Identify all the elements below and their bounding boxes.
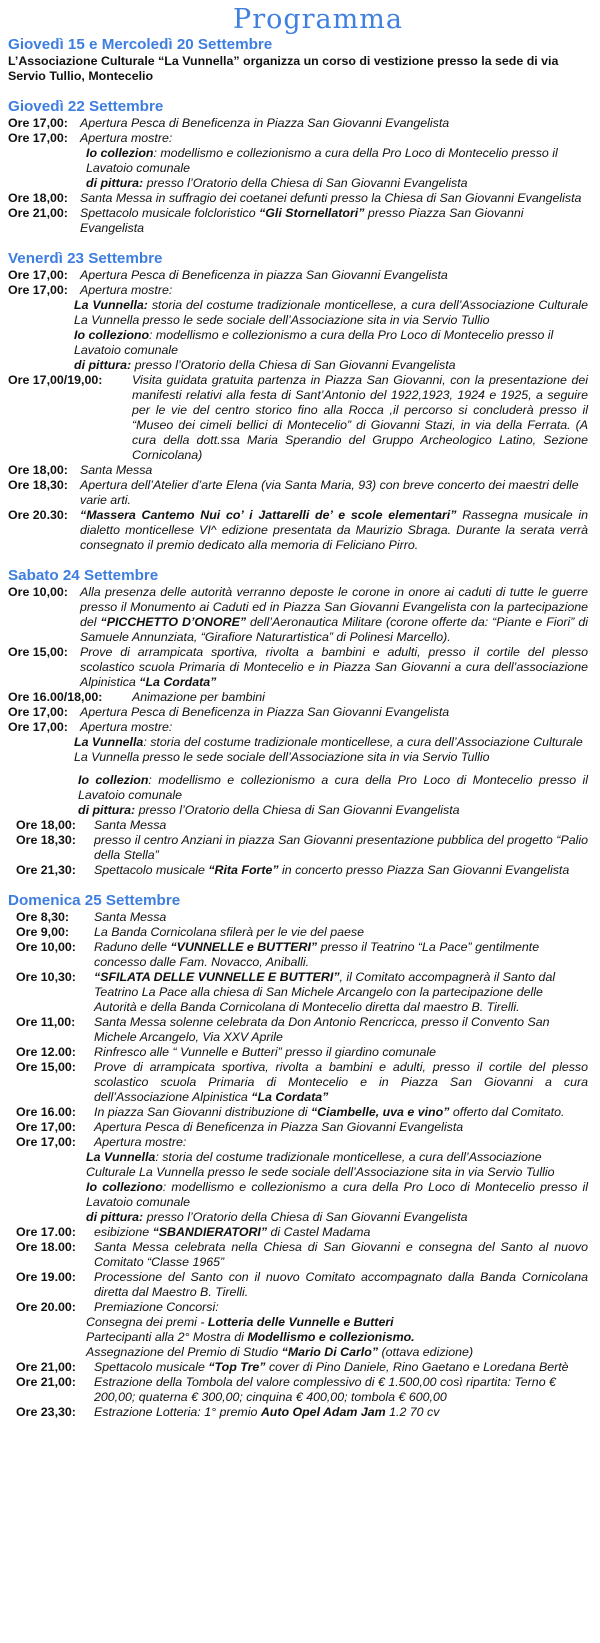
event-desc: dell’Aeronautica Militare (corone offerte da: “Piante e Fiori” di Samuele Annunziata, “Girafiore Naturartistica” di Polinesi Marcello).: [80, 615, 588, 644]
day-heading: Giovedì 15 e Mercoledì 20 Settembre: [8, 36, 273, 53]
event-time: Ore 11,00:: [16, 1015, 76, 1029]
event-desc: Apertura dell’Atelier d’arte Elena (via Santa Maria, 93) con breve concerto dei maestri delle varie arti.: [80, 478, 579, 507]
award-name: Modellismo e collezionismo.: [247, 1330, 415, 1344]
event-time: Ore 10,00:: [8, 585, 68, 599]
event-highlight: Auto Opel Adam Jam: [260, 1405, 386, 1419]
event-line: [8, 910, 588, 925]
event-line: [8, 1405, 588, 1420]
event-desc: Santa Messa in suffragio dei coetanei defunti presso la Chiesa di San Giovanni Evangelista: [80, 191, 582, 205]
event-line: [8, 1225, 588, 1240]
event-desc: Apertura Pesca di Beneficenza in Piazza San Giovanni Evangelista: [94, 1120, 464, 1134]
event-time: Ore 17,00:: [8, 268, 68, 282]
event-desc: Rassegna musicale in dialetto monticellese VI^ edizione presentata da Maurizio Sbraga. Durante la serata verrà consegnato il premio dedicato alla memoria di Feliciano Pirro.: [80, 508, 589, 552]
event-line: [8, 1360, 588, 1375]
event-time: Ore 17,00:: [8, 116, 68, 130]
event-time: Ore 15,00:: [16, 1060, 76, 1074]
event-line: [8, 1045, 588, 1060]
event-time: Ore 23,30:: [16, 1405, 76, 1419]
event-time: Ore 19.00:: [16, 1270, 76, 1284]
event-desc: Spettacolo musicale folcloristico: [80, 206, 256, 220]
exhibit-name: Io colleziono: [74, 328, 150, 342]
event-desc: Spettacolo musicale: [94, 863, 205, 877]
event-time: Ore 17,00:: [8, 705, 68, 719]
event-highlight: “SBANDIERATORI”: [152, 1225, 268, 1239]
event-time: Ore 17.00:: [16, 1225, 76, 1239]
event-line: [8, 1105, 588, 1120]
event-highlight: “Top Tre”: [208, 1360, 266, 1374]
event-desc: Spettacolo musicale: [94, 1360, 205, 1374]
event-time: Ore 9,00:: [16, 925, 70, 939]
day-heading: Domenica 25 Settembre: [8, 892, 181, 909]
intro-text: L’Associazione Culturale “La Vunnella” organizza un corso di vestizione presso la sede di via Servio Tullio, Montecelio: [8, 54, 559, 83]
event-time: Ore 17,00:: [16, 1135, 76, 1149]
exhibit-name: La Vunnella: [86, 1150, 156, 1164]
award-item: [86, 1315, 588, 1330]
event-desc: Apertura Pesca di Beneficenza in Piazza San Giovanni Evangelista: [80, 705, 450, 719]
event-time: Ore 16.00:: [16, 1105, 76, 1119]
award-desc: Assegnazione del Premio di Studio: [86, 1345, 279, 1359]
event-line: [8, 1300, 588, 1315]
exhibit-desc: storia del costume tradizionale monticellese, a cura dell’Associazione Culturale La Vunnella presso le sede sociale dell’Associazione sita in via Servio Tullio: [74, 298, 588, 327]
event-highlight: “SFILATA DELLE VUNNELLE E BUTTERI”: [94, 970, 340, 984]
event-line: [8, 1015, 588, 1045]
event-desc: Prove di arrampicata sportiva, rivolta a bambini e adulti, presso il cortile del plesso scolastico scuola Primaria di Montecelio e in Piazza San Giovanni a cura dell’associazione Alpinistica: [80, 645, 588, 689]
event-line: [8, 833, 588, 863]
event-line: [8, 1240, 588, 1270]
event-desc: esibizione: [94, 1225, 150, 1239]
event-line: [8, 1120, 588, 1135]
event-desc: in concerto presso Piazza San Giovanni Evangelista: [282, 863, 570, 877]
event-line: [8, 925, 588, 940]
event-highlight: “Rita Forte”: [208, 863, 279, 877]
event-time: Ore 18,00:: [8, 191, 68, 205]
event-desc: Apertura mostre:: [80, 131, 173, 145]
event-time: Ore 10,30:: [16, 970, 76, 984]
exhibit-name: di pittura:: [78, 803, 136, 817]
event-desc: Animazione per bambini: [132, 690, 265, 704]
award-name: Lotteria delle Vunnelle e Butteri: [207, 1315, 394, 1329]
exhibit-name: di pittura:: [74, 358, 132, 372]
day-heading: Sabato 24 Settembre: [8, 567, 159, 584]
exhibit-item: [86, 1210, 588, 1225]
award-desc: Partecipanti alla 2° Mostra di: [86, 1330, 244, 1344]
exhibit-desc: presso l’Oratorio della Chiesa di San Giovanni Evangelista: [138, 803, 460, 817]
exhibit-item: [78, 773, 588, 803]
event-time: Ore 17,00:: [8, 131, 68, 145]
event-desc: La Banda Cornicolana sfilerà per le vie del paese: [94, 925, 365, 939]
event-desc: Apertura mostre:: [80, 283, 173, 297]
exhibit-name: Io collezion: [78, 773, 149, 787]
event-time: Ore 16.00/18,00:: [8, 690, 103, 704]
event-time: Ore 20.30:: [8, 508, 68, 522]
event-line: [8, 1375, 588, 1405]
event-highlight: “Massera Cantemo Nui co’ i Jattarelli de’ e scole elementari”: [80, 508, 457, 522]
event-desc: Santa Messa: [94, 818, 167, 832]
event-line: [8, 645, 588, 690]
award-name: “Mario Di Carlo”: [281, 1345, 379, 1359]
exhibit-item: [74, 328, 588, 358]
event-line: [8, 283, 588, 298]
event-time: Ore 17,00:: [8, 283, 68, 297]
event-highlight: “VUNNELLE e BUTTERI”: [170, 940, 318, 954]
event-desc: Processione del Santo con il nuovo Comitato accompagnato dalla Banda Cornicolana diretta dal Maestro B. Tirelli.: [94, 1270, 588, 1299]
event-highlight: “PICCHETTO D’ONORE”: [100, 615, 247, 629]
event-desc: di Castel Madama: [270, 1225, 371, 1239]
exhibit-item: [74, 298, 588, 328]
event-desc: 1.2 70 cv: [389, 1405, 440, 1419]
event-time: Ore 18,30:: [8, 478, 68, 492]
event-line: [8, 131, 588, 146]
event-desc: offerto dal Comitato.: [452, 1105, 565, 1119]
event-line: [8, 1060, 588, 1105]
event-line: [8, 268, 588, 283]
event-time: Ore 21,00:: [16, 1360, 76, 1374]
exhibit-desc: : modellismo e collezionismo a cura della Pro Loco di Montecelio presso il Lavatoio comunale: [74, 328, 554, 357]
event-time: Ore 20.00:: [16, 1300, 76, 1314]
event-desc: Rinfresco alle “ Vunnelle e Butteri” presso il giardino comunale: [94, 1045, 437, 1059]
event-desc: presso il Teatrino “La Pace” gentilmente concesso dalle Fam. Novacco, Aniballi.: [94, 940, 540, 969]
exhibit-desc: presso l’Oratorio della Chiesa di San Giovanni Evangelista: [146, 1210, 468, 1224]
event-line: [8, 463, 588, 478]
exhibit-item: [74, 358, 588, 373]
event-highlight: “La Cordata”: [251, 1090, 329, 1104]
event-desc: Visita guidata gratuita partenza in Piazza San Giovanni, con la presentazione dei manifesti relativi alla festa di Sant’Antonio del 1922,1923, 1924 e 1925, a seguire per le vie del centro storico fino alla Rocca ,il percorso si concluderà presso il “Museo dei cimeli bellici di Montecelio” di Giovanni Stazi, in via della Ferrata. (A cura della dott.ssa Maria Sperandio del Gruppo Archeologico Latino, Sezione Cornicolana): [132, 373, 588, 462]
event-line: [8, 863, 588, 878]
event-line: [8, 970, 588, 1015]
event-line: [8, 720, 588, 735]
event-line: [8, 206, 588, 236]
exhibit-desc: presso l’Oratorio della Chiesa di San Giovanni Evangelista: [146, 176, 468, 190]
event-time: Ore 18,00:: [16, 818, 76, 832]
event-time: Ore 12.00:: [16, 1045, 76, 1059]
event-time: Ore 21,30:: [16, 863, 76, 877]
exhibit-desc: : storia del costume tradizionale monticellese, a cura dell’Associazione Culturale La Vunnella presso le sede sociale dell’Associazione sita in via Servio Tullio: [86, 1150, 555, 1179]
event-desc: Premiazione Concorsi:: [94, 1300, 219, 1314]
event-desc: Apertura mostre:: [80, 720, 173, 734]
exhibit-desc: presso l’Oratorio della Chiesa di San Giovanni Evangelista: [134, 358, 456, 372]
event-desc: , il Comitato accompagnerà il Santo dal Teatrino La Pace alla chiesa di San Michele Arcangelo con la partecipazione delle Autorità e della Banda Cornicolana di Montecelio diretta dal maestro B. Tirelli.: [94, 970, 556, 1014]
exhibit-desc: : modellismo e collezionismo a cura della Pro Loco di Montecelio presso il Lavatoio comunale: [78, 773, 589, 802]
event-time: Ore 21,00:: [16, 1375, 76, 1389]
event-line: [8, 690, 588, 705]
event-desc: Estrazione della Tombola del valore complessivo di € 1.500,00 così ripartita: Terno € 200,00; quaterna € 300,00; cinquina € 400,00; tombola € 600,00: [94, 1375, 556, 1404]
exhibit-desc: : storia del costume tradizionale monticellese, a cura dell’Associazione Culturale La Vunnella presso le sede sociale dell’Associazione sita in via Servio Tullio: [74, 735, 583, 764]
event-line: [8, 1135, 588, 1150]
event-line: [8, 508, 588, 553]
page-title: Programma: [233, 4, 403, 35]
exhibit-name: La Vunnella: [74, 735, 144, 749]
event-time: Ore 21,00:: [8, 206, 68, 220]
event-time: Ore 17,00:: [8, 720, 68, 734]
exhibit-name: Io collezion: [86, 146, 154, 160]
exhibit-desc: : modellismo e collezionismo a cura della Pro Loco di Montecelio presso il Lavatoio comunale: [86, 146, 558, 175]
exhibit-item: [86, 146, 588, 176]
event-time: Ore 17,00/19,00:: [8, 373, 103, 387]
event-line: [8, 116, 588, 131]
event-desc: Santa Messa: [80, 463, 153, 477]
event-time: Ore 18,00:: [8, 463, 68, 477]
event-desc: Santa Messa solenne celebrata da Don Antonio Rencricca, presso il Convento San Michele Arcangelo, Via XXV Aprile: [94, 1015, 550, 1044]
exhibit-item: [86, 1150, 588, 1180]
event-desc: presso il centro Anziani in piazza San Giovanni presentazione pubblica del progetto “Palio della Stella”: [94, 833, 588, 862]
event-desc: Estrazione Lotteria: 1° premio: [94, 1405, 258, 1419]
exhibit-name: Io colleziono: [86, 1180, 163, 1194]
event-desc: Alla presenza delle autorità verranno deposte le corone in onore ai caduti di tutte le guerre presso il Monumento ai Caduti ed in Piazza San Giovanni Evangelista con la partecipazione del: [80, 585, 588, 629]
exhibit-name: La Vunnella:: [74, 298, 148, 312]
exhibit-item: [74, 735, 588, 765]
event-line: [8, 705, 588, 720]
event-desc: Apertura Pesca di Beneficenza in Piazza San Giovanni Evangelista: [80, 116, 450, 130]
event-desc: Apertura Pesca di Beneficenza in piazza San Giovanni Evangelista: [80, 268, 448, 282]
event-desc: Prove di arrampicata sportiva, rivolta a bambini e adulti, presso il cortile del plesso scolastico scuola Primaria di Montecelio e in Piazza San Giovanni a cura dell’Associazione Alpinistica: [94, 1060, 588, 1104]
event-time: Ore 18,30:: [16, 833, 76, 847]
event-time: Ore 18.00:: [16, 1240, 76, 1254]
event-highlight: “La Cordata”: [139, 675, 217, 689]
award-desc: (ottava edizione): [381, 1345, 474, 1359]
event-desc: cover di Pino Daniele, Rino Gaetano e Loredana Bertè: [268, 1360, 569, 1374]
event-line: [8, 373, 588, 463]
event-line: [8, 940, 588, 970]
exhibit-name: di pittura:: [86, 176, 144, 190]
day-heading: Giovedì 22 Settembre: [8, 98, 164, 115]
award-desc: Consegna dei premi -: [86, 1315, 205, 1329]
exhibit-desc: : modellismo e collezionismo a cura della Pro Loco di Montecelio presso il Lavatoio comunale: [86, 1180, 588, 1209]
event-desc: presso Piazza San Giovanni Evangelista: [80, 206, 524, 235]
event-line: [8, 818, 588, 833]
exhibit-name: di pittura:: [86, 1210, 144, 1224]
award-item: [86, 1330, 588, 1345]
exhibit-item: [86, 176, 588, 191]
event-time: Ore 15,00:: [8, 645, 68, 659]
event-line: [8, 191, 588, 206]
event-line: [8, 585, 588, 645]
event-highlight: “Ciambelle, uva e vino”: [310, 1105, 450, 1119]
award-item: [86, 1345, 588, 1360]
event-desc: Raduno delle: [94, 940, 168, 954]
day-heading: Venerdì 23 Settembre: [8, 250, 163, 267]
event-time: Ore 10,00:: [16, 940, 76, 954]
event-desc: Apertura mostre:: [94, 1135, 187, 1149]
event-line: [8, 1270, 588, 1300]
event-highlight: “Gli Stornellatori”: [259, 206, 365, 220]
event-desc: Santa Messa celebrata nella Chiesa di San Giovanni e consegna del Santo al nuovo Comitato “Classe 1965”: [94, 1240, 588, 1269]
event-desc: Santa Messa: [94, 910, 167, 924]
event-line: [8, 478, 588, 508]
event-desc: In piazza San Giovanni distribuzione di: [94, 1105, 308, 1119]
exhibit-item: [86, 1180, 588, 1210]
event-time: Ore 17,00:: [16, 1120, 76, 1134]
exhibit-item: [78, 803, 588, 818]
event-time: Ore 8,30:: [16, 910, 70, 924]
